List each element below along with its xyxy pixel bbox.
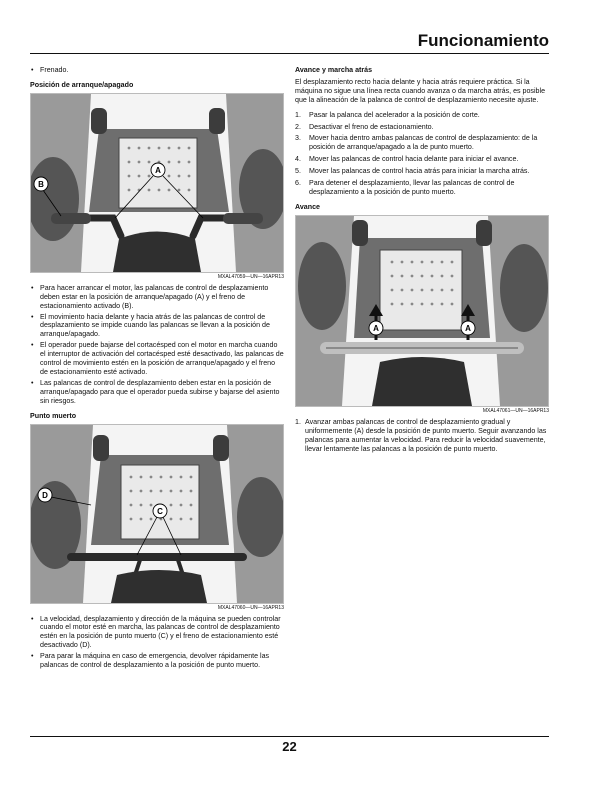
- section-heading-neutral: Punto muerto: [30, 411, 77, 420]
- list-item: [295, 418, 549, 454]
- intro-paragraph: El desplazamiento recto hacia delante y hacia atrás requiere práctica. Si la máquina no sigue una línea recta cuando avanza o da marcha atrás, es posible que la alineación de la palanca de control de desplazamiento necesite ajuste.: [295, 77, 546, 104]
- list-item: [295, 155, 549, 164]
- list-item: • Para hacer arrancar el motor, las palancas de control de desplazamiento deben estar en la posición de arranque/apagado (A) y el freno de estacionamiento activado (B).: [30, 284, 284, 311]
- section-heading-start-off: Posición de arranque/apagado: [30, 80, 134, 89]
- neutral-list: [30, 615, 284, 670]
- page-title: Funcionamiento: [417, 31, 549, 50]
- header-rule: [30, 53, 549, 54]
- figure-caption: MXAL47060—UN—16APR13: [217, 604, 284, 611]
- step-text: Avanzar ambas palancas de control de desplazamiento gradual y uniformemente (A) desde la posición de punto muerto. Seguir avanzando las palancas para aumentar la velocidad. Para reducir la velocidad suavemente, llevar lentamente las palancas a la posición de punto muerto.: [305, 417, 547, 453]
- step-number: 6.: [295, 179, 301, 188]
- step-text: Mover hacia dentro ambas palancas de control de desplazamiento: de la posición de arranque/apagado a la de punto muerto.: [309, 134, 538, 152]
- section-heading-forward: Avance: [295, 202, 320, 211]
- list-item: [295, 111, 549, 120]
- list-item: • El movimiento hacia delante y hacia atrás de las palancas de control de desplazamiento se impide cuando las palancas se llevan a la posición de arranque/apagado.: [30, 313, 284, 340]
- callout-label: D: [42, 490, 48, 500]
- page-number: 22: [282, 739, 297, 754]
- mower-controls-illustration: [30, 93, 284, 273]
- step-number: 2.: [295, 122, 301, 131]
- mower-controls-illustration: [295, 215, 549, 407]
- list-item: [295, 134, 549, 152]
- list-item: [295, 179, 549, 197]
- figure-start-off-position: [30, 93, 284, 280]
- figure-neutral-position: [30, 424, 284, 611]
- list-item: • Las palancas de control de desplazamiento deben estar en la posición de arranque/apagado para que el operador pueda subirse y bajarse del asiento sin riesgos.: [30, 379, 284, 406]
- step-text: Pasar la palanca del acelerador a la posición de corte.: [309, 110, 480, 119]
- callout-label: A: [373, 323, 379, 333]
- mower-controls-illustration: [30, 424, 284, 604]
- section-heading-forward-reverse: Avance y marcha atrás: [295, 66, 373, 74]
- step-number: 1.: [295, 417, 301, 426]
- step-text: Desactivar el freno de estacionamiento.: [309, 122, 434, 131]
- forward-steps: [295, 418, 549, 454]
- right-column: [295, 66, 549, 459]
- step-text: Mover las palancas de control hacia atrás para iniciar la marcha atrás.: [309, 167, 530, 176]
- figure-forward: [295, 215, 549, 414]
- step-number: 1.: [295, 110, 301, 119]
- step-number: 4.: [295, 155, 301, 164]
- step-text: Mover las palancas de control hacia delante para iniciar el avance.: [309, 155, 519, 164]
- list-item: • Frenado.: [30, 66, 284, 75]
- step-number: 5.: [295, 167, 301, 176]
- list-item: [295, 123, 549, 132]
- callout-label: C: [157, 506, 163, 516]
- callout-label: A: [155, 165, 161, 175]
- callout-label: B: [38, 179, 44, 189]
- step-text: Para detener el desplazamiento, llevar las palancas de control de desplazamiento a la posición de punto muerto.: [309, 179, 515, 196]
- list-item: • El operador puede bajarse del cortacésped con el motor en marcha cuando el interruptor de activación del cortacésped esté desactivado, las palancas de control de movimiento estén en la posición de arranque/apagado y el freno de estacionamiento esté activado.: [30, 341, 284, 377]
- footer-rule: [30, 736, 549, 737]
- step-number: 3.: [295, 134, 301, 143]
- list-item: [295, 167, 549, 176]
- figure-caption: MXAL47061—UN—16APR13: [482, 407, 549, 414]
- callout-label: A: [465, 323, 471, 333]
- list-item: • Para parar la máquina en caso de emergencia, devolver rápidamente las palancas de control de desplazamiento a la posición de punto muerto.: [30, 652, 284, 670]
- list-item: • La velocidad, desplazamiento y dirección de la máquina se pueden controlar cuando el motor esté en marcha, las palancas de control de desplazamiento estén en la posición de punto muerto (C) y el freno de estacionamiento esté desactivado (D).: [30, 615, 284, 651]
- intro-list: [30, 66, 284, 75]
- start-off-list: [30, 284, 284, 406]
- forward-reverse-steps: [295, 111, 549, 197]
- figure-caption: MXAL47059—UN—16APR13: [217, 273, 284, 280]
- left-column: [30, 66, 284, 676]
